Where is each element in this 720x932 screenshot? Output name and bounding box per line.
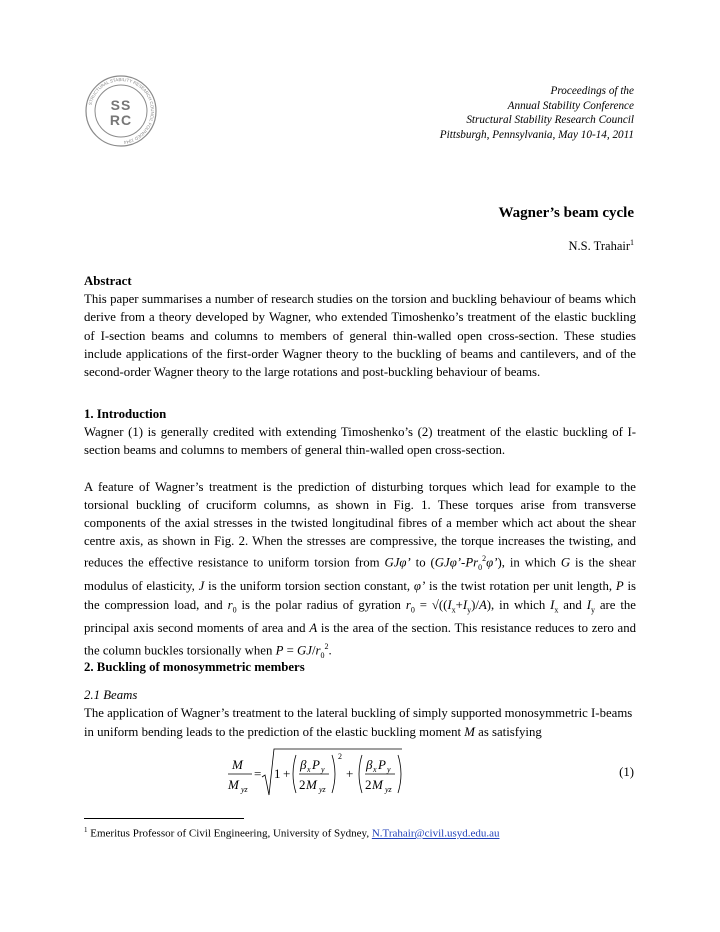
svg-text:β: β (366, 757, 373, 772)
svg-text:STRUCTURAL STABILITY RESEARCH: STRUCTURAL STABILITY RESEARCH COUNCIL FOUNDED 1944 (87, 76, 156, 145)
introduction-section (84, 405, 636, 665)
equation-1 (226, 743, 426, 801)
svg-text:2: 2 (338, 752, 342, 761)
paper-title: Wagner’s beam cycle (498, 205, 634, 221)
svg-text:y: y (387, 765, 391, 774)
svg-text:M: M (372, 777, 383, 792)
svg-text:M: M (228, 777, 239, 792)
intro-paragraph-2: A feature of Wagner’s treatment is the prediction of disturbing torques which lead for example to the torsional buckling of cruciform columns, as shown in Fig. 1. These torques arise from transverse components of the axial stresses in the twisted longitudinal fibres of a member which act about the shear centre axis, as shown in Fig. 2. When the stresses are compressive, the torque increases the twisting, and reduces the effective resistance to uniform torsion from GJφ’ to $(GJ\varphi’-Pr_0^2\varphi’)$, in which G is the shear modulus of elasticity, J is the uniform torsion section constant, φ’ is the twist rotation per unit length, P is the compression load, and $r_0$ is the polar radius of gyration $r_0 = √((I_x+I_y)/A)$, in which $I_x$ and $I_y$ are the principal axis second moments of area and A is the area of the section. This resistance reduces to zero and the column buckles torsionally when $P = GJ/r_0^2$. (84, 479, 636, 660)
footnote-rule (84, 818, 244, 819)
section-2 (84, 658, 636, 741)
proceedings-line: Proceedings of the (550, 85, 634, 97)
svg-text:yz: yz (385, 785, 392, 794)
proceedings-line: Annual Stability Conference (507, 99, 634, 112)
section-2-heading: 2. Buckling of monosymmetric members (84, 660, 305, 674)
email-link[interactable]: N.Trahair@civil.usyd.edu.au (371, 827, 500, 840)
svg-text:M: M (232, 757, 243, 772)
svg-text:M: M (306, 777, 317, 792)
proceedings-line: Pittsburgh, Pennsylvania, May 10-14, 2011 (439, 128, 634, 141)
svg-text:x: x (307, 765, 311, 774)
author: N.S. Trahair$^1$ (568, 238, 634, 254)
svg-text:P: P (312, 757, 320, 772)
svg-text:+: + (283, 766, 291, 781)
proceedings-line: Structural Stability Research Council (466, 114, 634, 127)
svg-text:y: y (321, 765, 325, 774)
svg-text:P: P (378, 757, 386, 772)
equation-number: (1) (619, 765, 634, 779)
section-2-1-subheading: 2.1 Beams (84, 688, 138, 703)
intro-paragraph-1: Wagner (1) is generally credited with extending Timoshenko’s (2) treatment of the elastic buckling of I-section beams and columns to members of general thin-walled open cross-section. (84, 425, 636, 458)
ssrc-logo (84, 74, 158, 148)
svg-text:2: 2 (365, 777, 372, 792)
svg-text:RC: RC (109, 112, 133, 128)
svg-text:yz: yz (241, 785, 248, 794)
svg-text:=: = (254, 766, 262, 781)
svg-text:+: + (346, 766, 354, 781)
svg-text:1: 1 (274, 766, 281, 781)
proceedings-header (440, 84, 634, 142)
introduction-heading: 1. Introduction (84, 407, 167, 421)
abstract-section (84, 272, 636, 381)
svg-text:x: x (373, 765, 377, 774)
abstract-heading: Abstract (84, 274, 132, 288)
footnote: $^1$ Emeritus Professor of Civil Engineering, University of Sydney, N.Trahair@civil.usyd.edu.au (84, 826, 500, 840)
abstract-text: This paper summarises a number of research studies on the torsion and buckling behaviour of beams which derive from a theory developed by Wagner, who extended Timoshenko’s treatment of the elastic buckling of I-section beams and columns to members of general thin-walled open cross-section. These studies include applications of the first-order Wagner theory to the buckling of beams and cantilevers, and of the second-order Wagner theory to the large rotations and post-buckling behaviour of beams. (84, 292, 636, 380)
svg-text:2: 2 (299, 777, 306, 792)
svg-text:β: β (300, 757, 307, 772)
svg-text:SS: SS (110, 97, 132, 113)
section-2-text: The application of Wagner’s treatment to the lateral buckling of simply supported monosymmetric I-beams in uniform bending leads to the prediction of the elastic buckling moment M as satisfying (84, 706, 633, 739)
svg-text:yz: yz (319, 785, 326, 794)
